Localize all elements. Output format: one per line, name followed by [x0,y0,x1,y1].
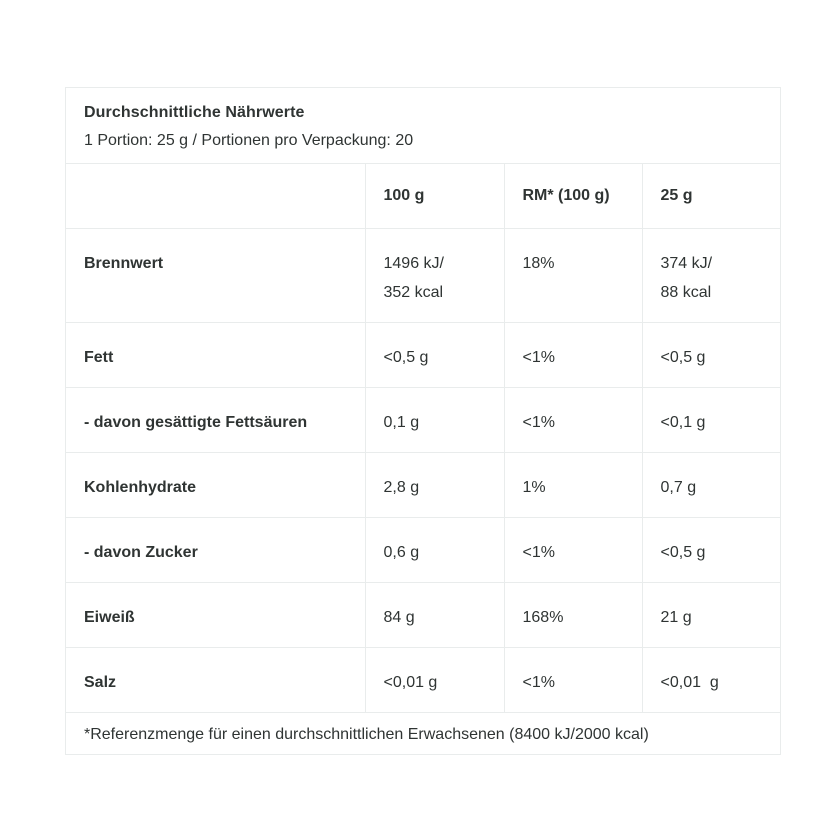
value-reference-intake: <1% [504,387,642,452]
reference-intake-footnote: *Referenzmenge für einen durchschnittlichen Erwachsenen (8400 kJ/2000 kcal) [84,725,649,743]
value-per-portion: <0,1 g [642,387,780,452]
value-per-100g: 1496 kJ/ 352 kcal [365,228,504,322]
table-row [66,647,780,712]
value-per-100g: <0,5 g [365,322,504,387]
value-per-portion: 0,7 g [642,452,780,517]
value-reference-intake: <1% [504,322,642,387]
nutrition-title: Durchschnittliche Nährwerte [84,104,305,121]
value-per-100g: 2,8 g [365,452,504,517]
value-per-portion: <0,5 g [642,517,780,582]
nutrient-label: Eiweiß [66,582,365,647]
value-per-100g: <0,01 g [365,647,504,712]
value-per-100g: 84 g [365,582,504,647]
value-reference-intake: 168% [504,582,642,647]
column-header-per-100g: 100 g [365,164,504,228]
table-row [66,452,780,517]
column-header-reference-intake: RM* (100 g) [504,164,642,228]
value-per-100g: 0,6 g [365,517,504,582]
nutrient-label: Salz [66,647,365,712]
nutrient-label: Kohlenhydrate [66,452,365,517]
column-header-per-portion: 25 g [642,164,780,228]
table-row [66,228,780,322]
value-per-portion: 374 kJ/ 88 kcal [642,228,780,322]
nutrient-label: Fett [66,322,365,387]
value-reference-intake: <1% [504,647,642,712]
table-row [66,322,780,387]
value-per-portion: 21 g [642,582,780,647]
table-row [66,387,780,452]
value-per-portion: <0,01 g [642,647,780,712]
nutrition-header [66,88,780,164]
value-per-100g: 0,1 g [365,387,504,452]
value-per-portion: <0,5 g [642,322,780,387]
value-reference-intake: 18% [504,228,642,322]
value-reference-intake: <1% [504,517,642,582]
portion-info: 1 Portion: 25 g / Portionen pro Verpackung: 20 [84,132,414,149]
table-row [66,582,780,647]
nutrition-table [66,164,780,713]
nutrient-label: Brennwert [66,228,365,322]
nutrition-facts-panel [65,87,781,755]
column-header-nutrient [66,164,365,228]
value-reference-intake: 1% [504,452,642,517]
nutrient-label: - davon Zucker [66,517,365,582]
table-row [66,517,780,582]
nutrient-label: - davon gesättigte Fettsäuren [66,387,365,452]
table-header-row [66,164,780,228]
